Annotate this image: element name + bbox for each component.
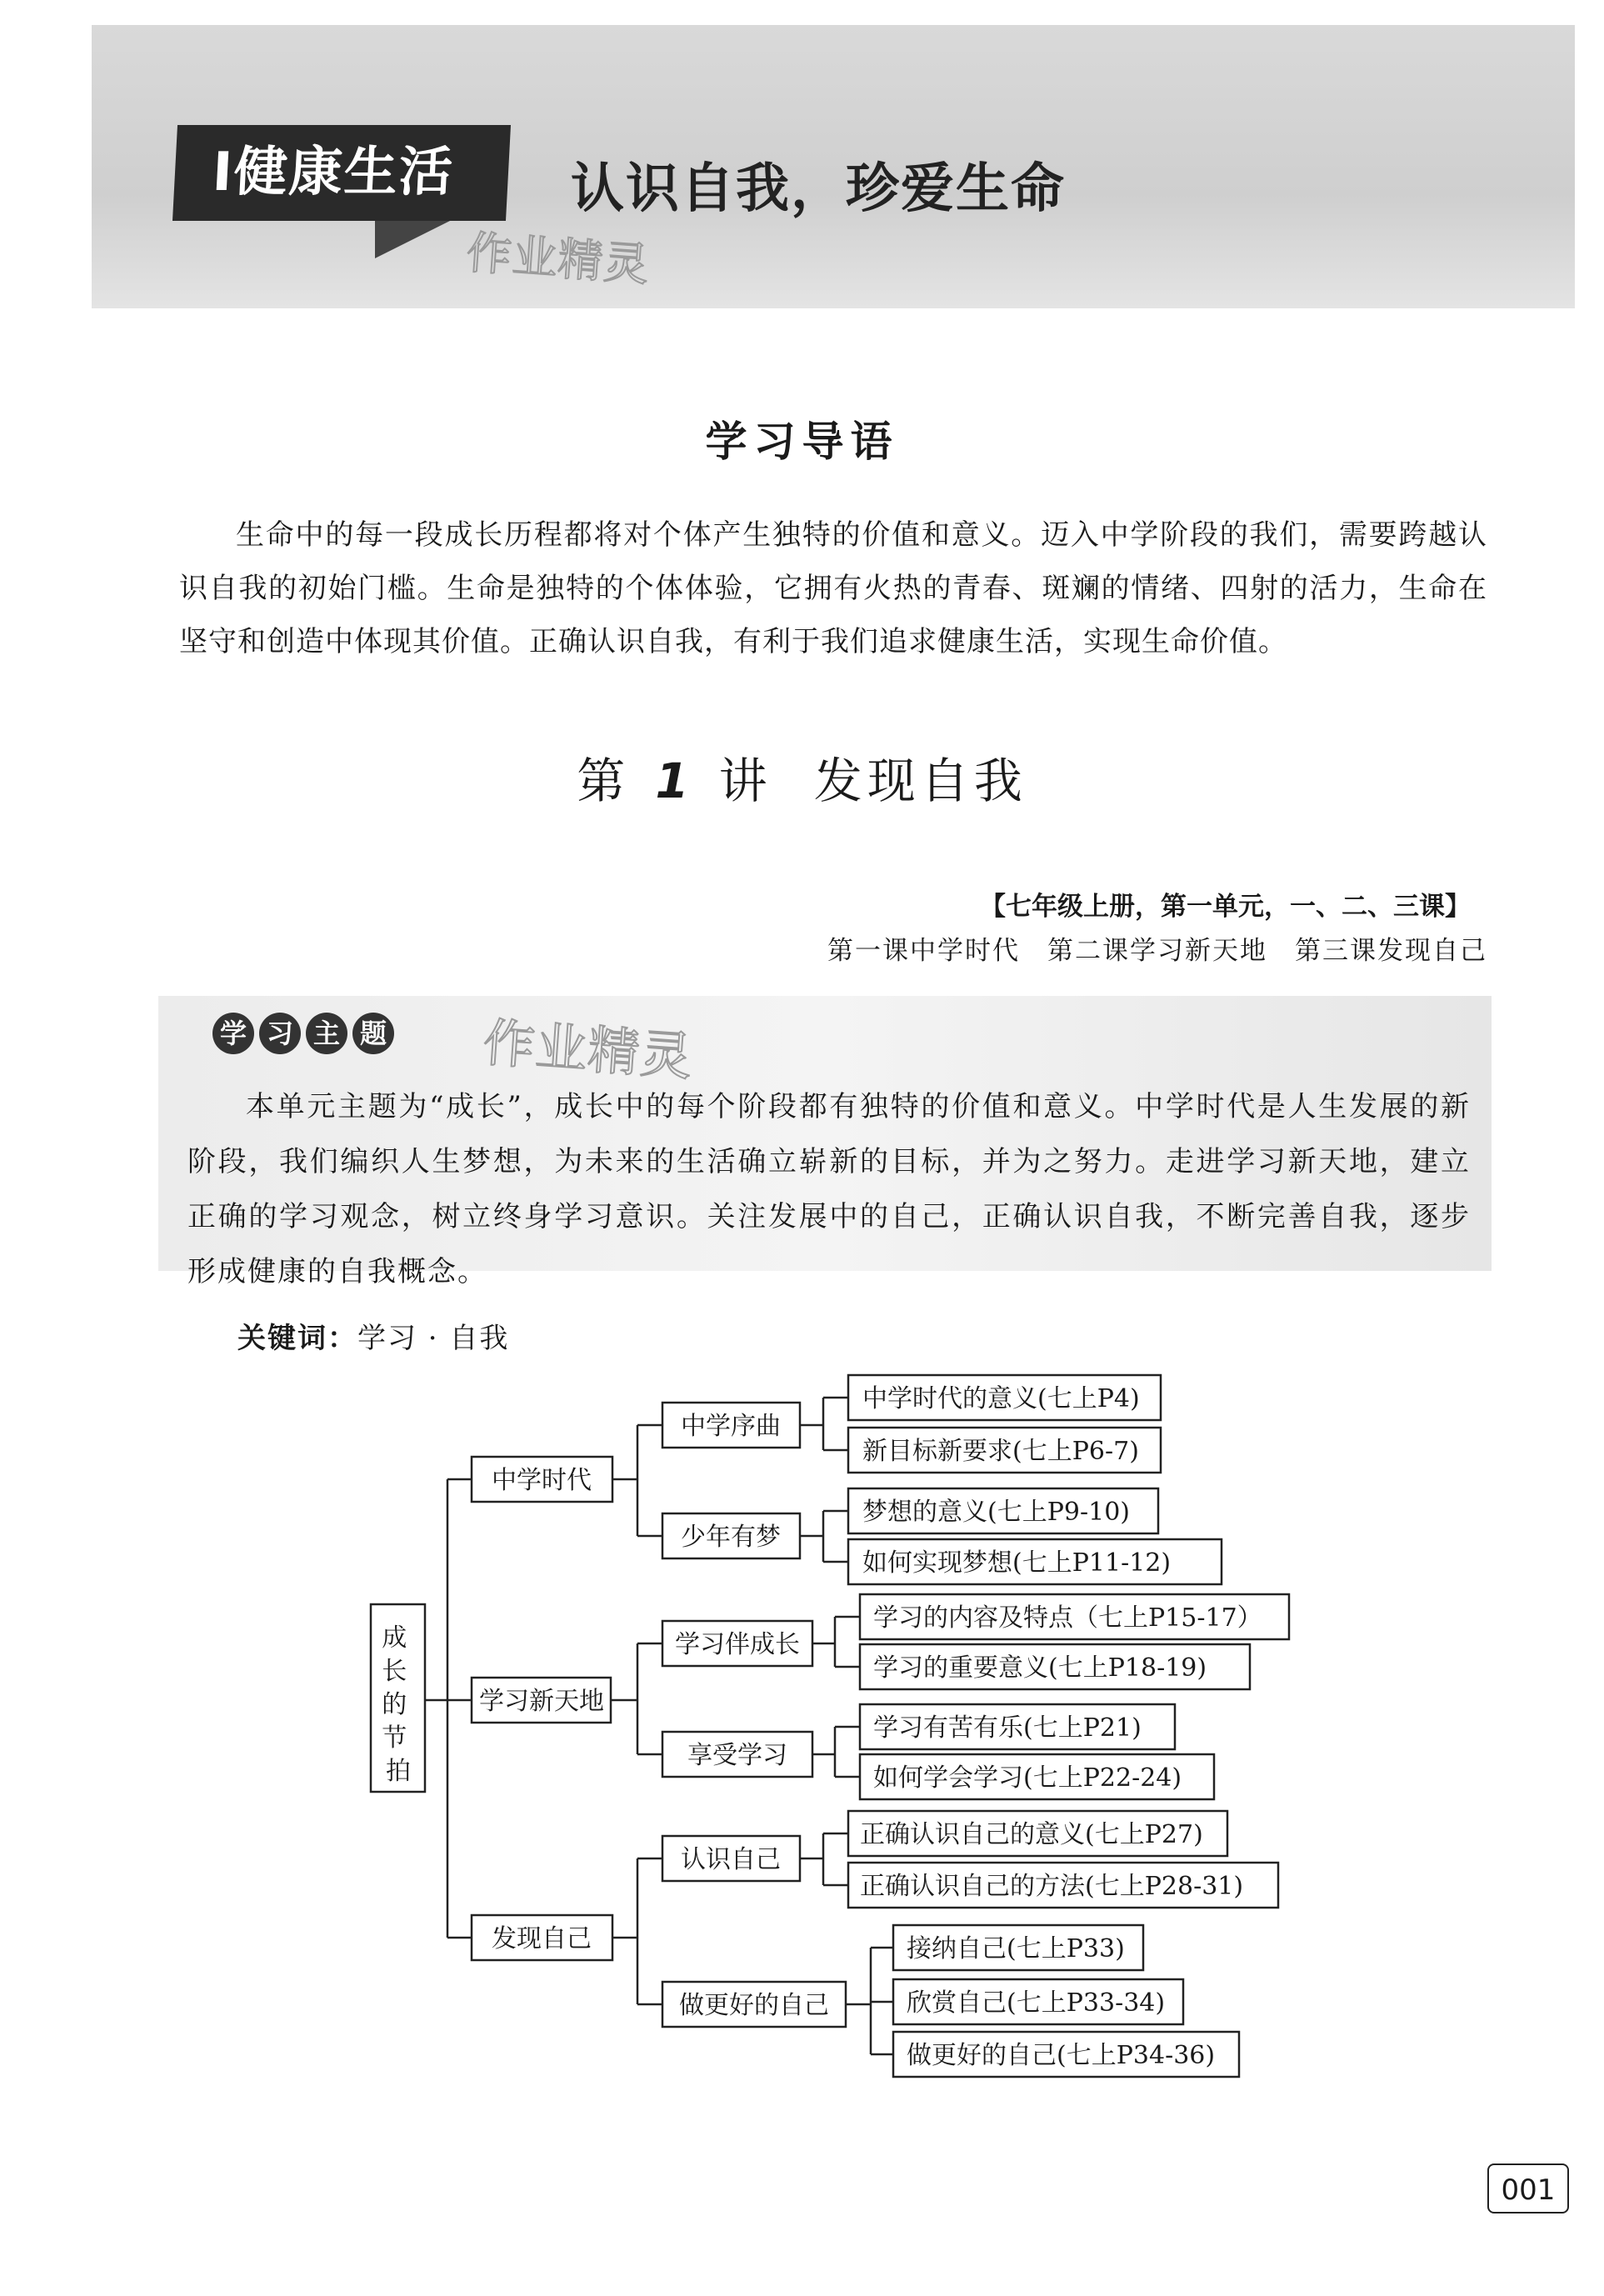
mindmap-leaf xyxy=(848,1488,1158,1533)
keywords-label: 关键词： xyxy=(237,1322,357,1355)
topic-badge-char: 题 xyxy=(352,1013,394,1054)
mindmap-branch xyxy=(472,1678,611,1723)
topic-badge-char: 习 xyxy=(259,1013,301,1054)
mindmap-leaf-label: 接纳自己(七上P33) xyxy=(907,1934,1125,1963)
page-number: 001 xyxy=(1487,2163,1569,2213)
mindmap-leaf-label: 学习的内容及特点（七上P15-17） xyxy=(873,1603,1262,1633)
mindmap-leaf-label: 做更好的自己(七上P34-36) xyxy=(907,2041,1216,2070)
mindmap-branch xyxy=(472,1457,612,1502)
mindmap-leaf xyxy=(893,1925,1143,1970)
watermark: 作业精灵 xyxy=(481,1012,695,1088)
mindmap-leaf xyxy=(860,1594,1289,1639)
topic-paragraph: 本单元主题为“成长”，成长中的每个阶段都有独特的价值和意义。中学时代是人生发展的新阶段，我们编织人生梦想，为未来的生活确立崭新的目标，并为之努力。走进学习新天地，建立正确的学习观念，树立终身学习意识。关注发展中的自己，正确认识自我，不断完善自我，逐步形成健康的自我概念。 xyxy=(187,1090,1471,1288)
mindmap-leaf xyxy=(848,1811,1227,1856)
mindmap-leaf-label: 学习的重要意义(七上P18-19) xyxy=(873,1653,1207,1683)
mindmap-leaf-label: 中学时代的意义(七上P4) xyxy=(862,1384,1140,1413)
mindmap-subtopic-label: 享受学习 xyxy=(687,1741,787,1770)
topic-badge-char: 主 xyxy=(306,1013,347,1054)
mindmap-leaf xyxy=(893,1979,1183,2024)
intro-heading: 学习导语 xyxy=(705,418,899,466)
mindmap-leaf-label: 新目标新要求(七上P6-7) xyxy=(862,1437,1139,1466)
lecture-prefix: 第 xyxy=(577,753,631,809)
mindmap-leaf-label: 学习有苦有乐(七上P21) xyxy=(873,1713,1142,1743)
mindmap-branch-label: 发现自己 xyxy=(492,1924,592,1953)
mindmap-subtopic-label: 认识自己 xyxy=(681,1845,781,1874)
lesson-list: 第一课中学时代 第二课学习新天地 第三课发现自己 xyxy=(827,936,1487,966)
lecture-suffix: 讲 xyxy=(718,753,772,809)
lecture-number: 1 xyxy=(655,753,694,809)
mindmap-subtopic xyxy=(662,1513,800,1558)
mindmap-leaf xyxy=(893,2032,1239,2077)
intro-paragraph: 生命中的每一段成长历程都将对个体产生独特的价值和意义。迈入中学阶段的我们，需要跨越认识自我的初始门槛。生命是独特的个体体验，它拥有火热的青春、斑斓的情绪、四射的活力，生命在坚守和创造中体现其价值。正确认识自我，有利于我们追求健康生活，实现生命价值。 xyxy=(179,518,1487,658)
mindmap-leaf-label: 欣赏自己(七上P33-34) xyxy=(907,1988,1166,2018)
mindmap-branch-label: 中学时代 xyxy=(492,1466,592,1495)
mindmap-leaf xyxy=(848,1375,1161,1420)
mindmap-leaf-label: 如何实现梦想(七上P11-12) xyxy=(862,1548,1172,1578)
mindmap-leaf-label: 正确认识自己的意义(七上P27) xyxy=(860,1820,1203,1849)
mindmap-root-label: 成 长 的 节 拍 xyxy=(382,1623,411,1786)
topic-badge-char: 学 xyxy=(212,1013,254,1054)
mindmap-leaf xyxy=(848,1428,1161,1473)
mindmap-branch xyxy=(472,1915,612,1960)
mindmap-root xyxy=(371,1604,425,1792)
mindmap-subtopic-label: 做更好的自己 xyxy=(679,1991,829,2020)
unit-label: Ⅰ健康生活 xyxy=(172,125,511,221)
mindmap-subtopic-label: 少年有梦 xyxy=(681,1523,781,1552)
mindmap-subtopic xyxy=(662,1403,800,1448)
mindmap-subtopic xyxy=(662,1732,812,1777)
mindmap-subtopic xyxy=(662,1621,812,1666)
textbook-scope: 【七年级上册，第一单元，一、二、三课】 xyxy=(980,892,1471,922)
mindmap-leaf xyxy=(860,1704,1175,1749)
mindmap-subtopic xyxy=(662,1982,846,2027)
mindmap-subtopic xyxy=(662,1836,800,1881)
mindmap-leaf xyxy=(848,1863,1278,1908)
mindmap-subtopic-label: 学习伴成长 xyxy=(675,1630,800,1659)
unit-title: 认识自我，珍爱生命 xyxy=(571,158,1066,220)
mindmap-subtopic-label: 中学序曲 xyxy=(681,1412,781,1441)
mindmap-leaf xyxy=(860,1754,1214,1799)
keywords-value: 学习 · 自我 xyxy=(357,1322,510,1355)
mindmap-branch-label: 学习新天地 xyxy=(479,1687,604,1716)
mindmap-leaf-label: 梦想的意义(七上P9-10) xyxy=(862,1498,1130,1527)
lecture-name: 发现自我 xyxy=(813,753,1027,809)
mindmap-leaf xyxy=(860,1644,1250,1689)
mindmap-leaf-label: 正确认识自己的方法(七上P28-31) xyxy=(860,1872,1244,1901)
watermark: 作业精灵 xyxy=(464,226,652,292)
mindmap-leaf-label: 如何学会学习(七上P22-24) xyxy=(873,1763,1182,1793)
mindmap-leaf xyxy=(848,1539,1222,1584)
